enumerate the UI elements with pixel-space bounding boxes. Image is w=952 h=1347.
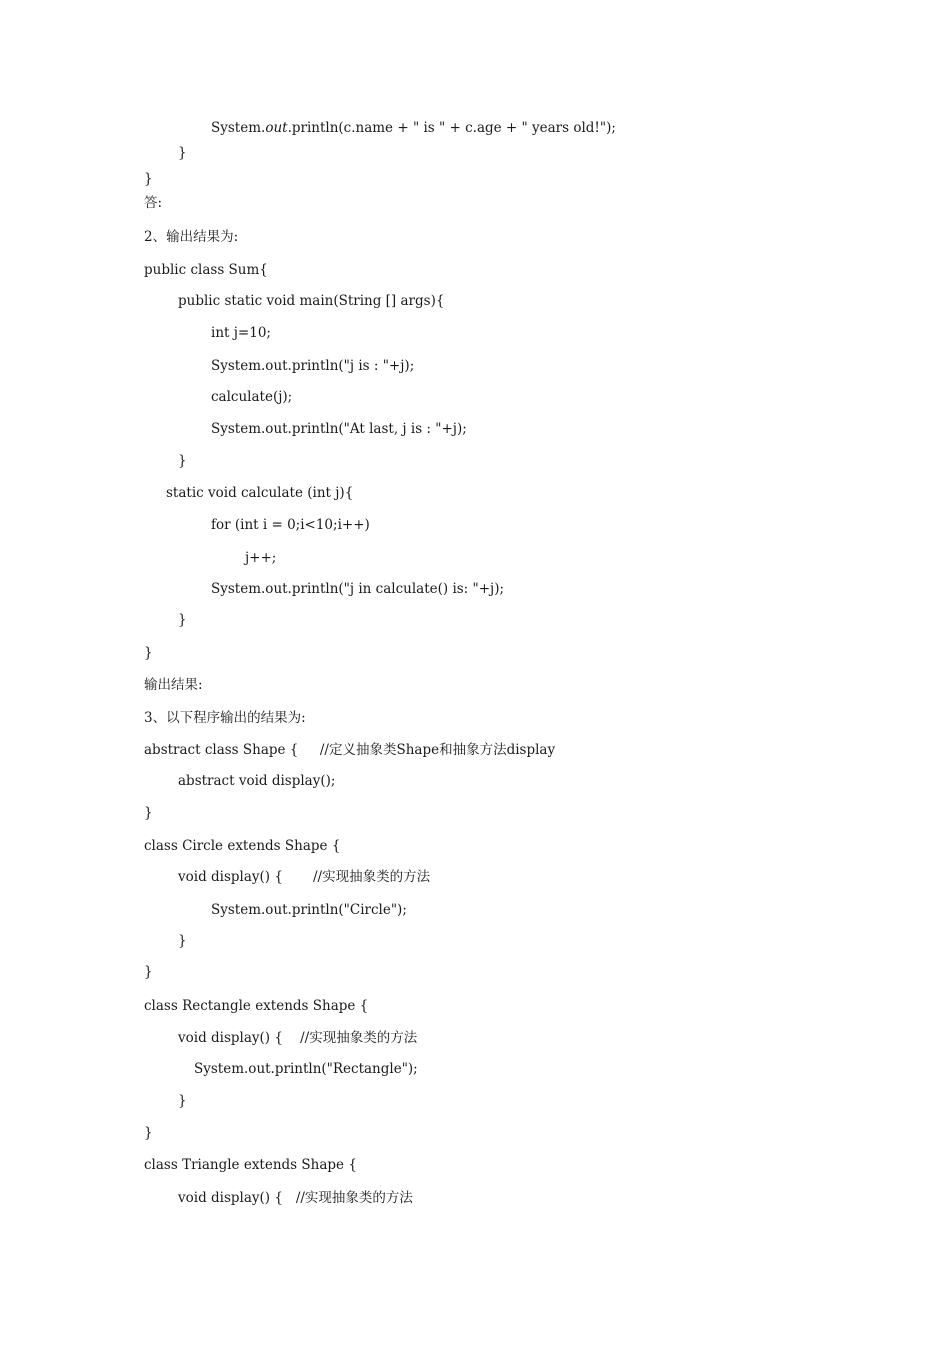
code-line: } bbox=[144, 645, 153, 661]
code-line: } bbox=[178, 453, 187, 469]
code-text: .println(c.name + " is " + c.age + " years old!"); bbox=[287, 120, 616, 136]
question-heading: 3、以下程序输出的结果为: bbox=[144, 710, 306, 726]
code-line: for (int i = 0;i<10;i++) bbox=[211, 517, 370, 533]
code-text: System. bbox=[211, 120, 266, 136]
code-line: } bbox=[178, 145, 187, 161]
code-line: void display() { //实现抽象类的方法 bbox=[178, 869, 431, 885]
code-line: System.out.println("j in calculate() is: "+j); bbox=[211, 581, 505, 597]
answer-label: 答: bbox=[144, 195, 163, 211]
code-line: class Rectangle extends Shape { bbox=[144, 998, 369, 1014]
code-line: } bbox=[144, 805, 153, 821]
code-text-italic: out bbox=[265, 120, 288, 136]
question-heading: 2、输出结果为: bbox=[144, 229, 239, 245]
code-line: System.out.println("Rectangle"); bbox=[194, 1061, 418, 1077]
code-line: } bbox=[178, 612, 187, 628]
code-line: class Triangle extends Shape { bbox=[144, 1157, 357, 1173]
output-label: 输出结果: bbox=[144, 677, 203, 693]
code-line: int j=10; bbox=[211, 325, 271, 341]
code-line: System.out.println("At last, j is : "+j); bbox=[211, 421, 467, 437]
code-line: void display() { //实现抽象类的方法 bbox=[178, 1030, 418, 1046]
code-line: class Circle extends Shape { bbox=[144, 838, 341, 854]
code-line: j++; bbox=[245, 550, 277, 566]
code-line: public static void main(String [] args){ bbox=[178, 293, 445, 309]
code-line: calculate(j); bbox=[211, 389, 293, 405]
code-line: } bbox=[144, 964, 153, 980]
code-line: void display() { //实现抽象类的方法 bbox=[178, 1190, 413, 1206]
code-line: static void calculate (int j){ bbox=[166, 485, 354, 501]
code-line: } bbox=[144, 1125, 153, 1141]
code-line: System.out.println("j is : "+j); bbox=[211, 358, 415, 374]
code-line: System.out.println("Circle"); bbox=[211, 902, 407, 918]
code-line: } bbox=[178, 1093, 187, 1109]
code-line: abstract class Shape { //定义抽象类Shape和抽象方法display bbox=[144, 742, 556, 758]
code-line: public class Sum{ bbox=[144, 262, 268, 278]
code-line: } bbox=[144, 171, 153, 187]
code-line: abstract void display(); bbox=[178, 773, 336, 789]
code-line-println-age bbox=[144, 119, 616, 137]
code-line: } bbox=[178, 933, 187, 949]
